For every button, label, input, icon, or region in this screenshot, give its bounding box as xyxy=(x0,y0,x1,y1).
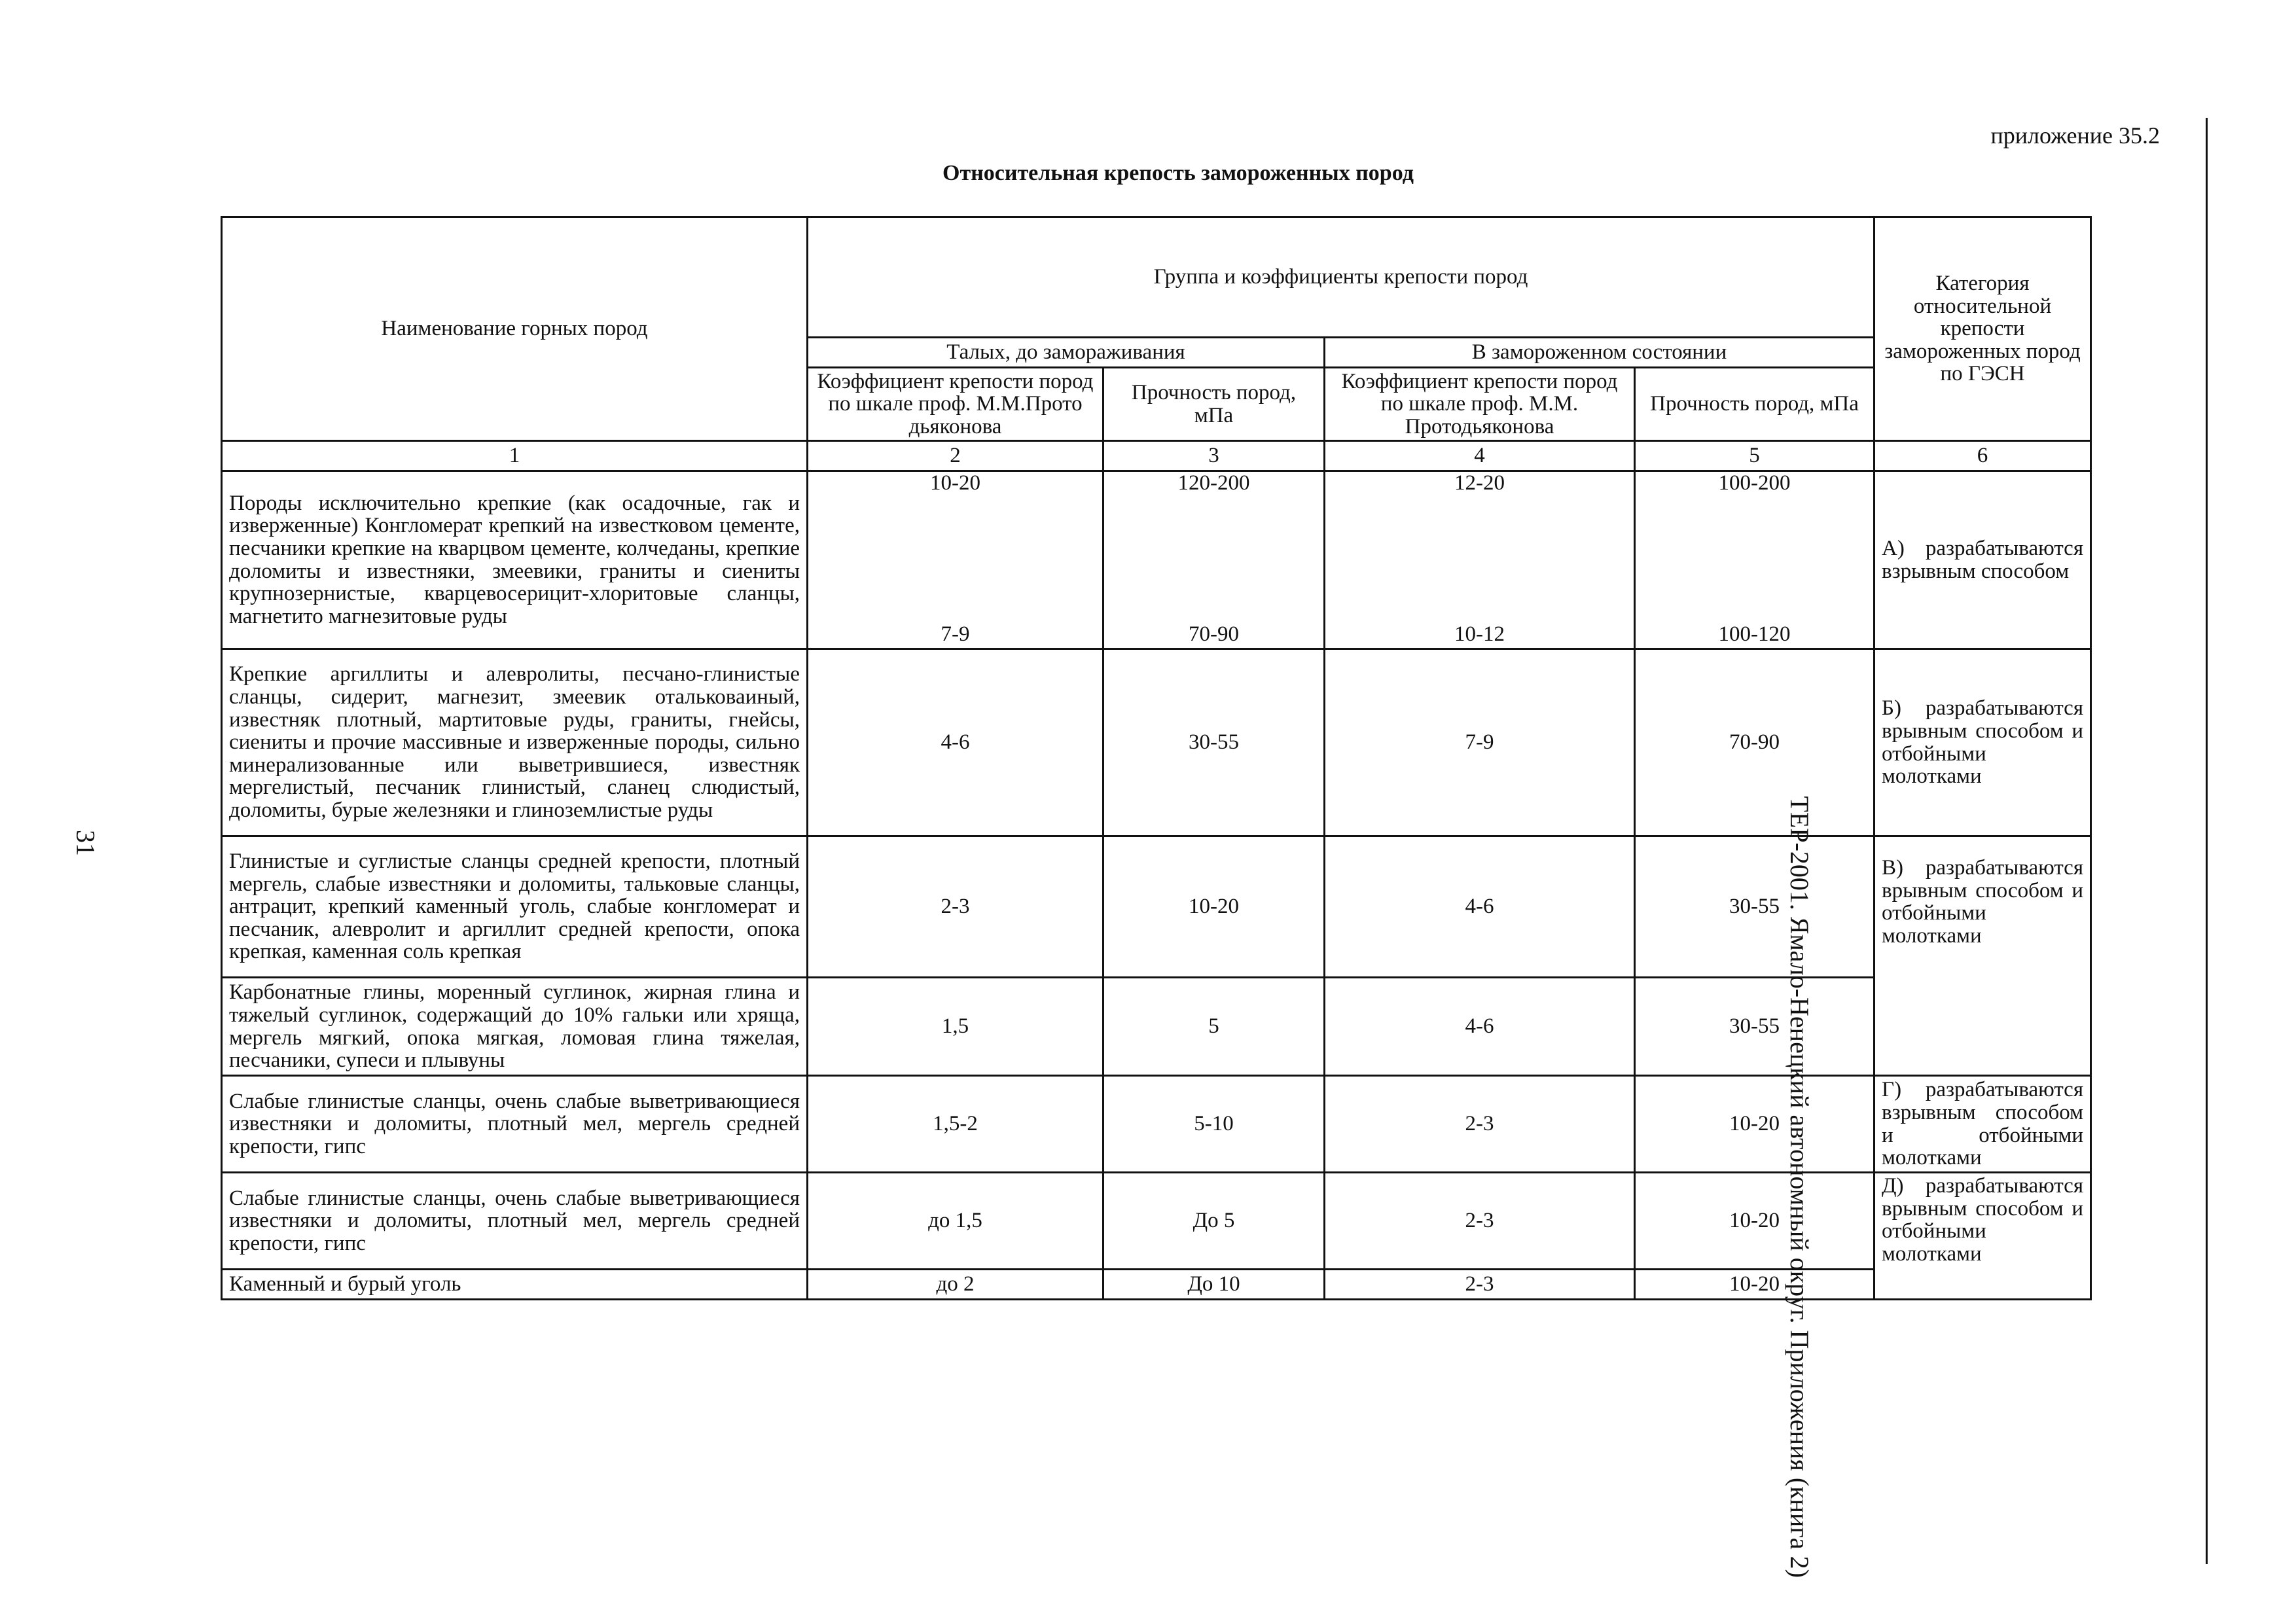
coef-frozen: 2-3 xyxy=(1325,1173,1635,1270)
strength-thawed-top: 120-200 xyxy=(1177,471,1250,495)
coef-thawed: 2-3 xyxy=(808,836,1103,978)
table-row xyxy=(222,649,2091,836)
table-row xyxy=(222,1076,2091,1173)
column-numbers-row xyxy=(222,441,2091,471)
coef-frozen-bottom: 10-12 xyxy=(1454,622,1505,647)
rock-name: Карбонатные глины, моренный суглинок, жирная глина и тяжелый суглинок, содержащий до 10% гальки или хряща, мергель мягкий, опока мягкая, ломовая глина тяжелая, песчаники, супеси и плывуны xyxy=(222,978,808,1076)
rock-name: Глинистые и суглистые сланцы средней крепости, плотный мергель, слабые известняки и доломиты, тальковые сланцы, антрацит, крепкий каменный уголь, слабые конгломерат и песчаник, алевролит и аргиллит средней крепости, опока крепкая, каменная соль крепкая xyxy=(222,836,808,978)
coef-frozen: 4-6 xyxy=(1325,978,1635,1076)
category-cell: А) разрабатываются взрывным способом xyxy=(1874,471,2091,649)
strength-frozen: 10-20 xyxy=(1635,1270,1874,1300)
strength-frozen-top: 100-200 xyxy=(1718,471,1791,495)
coef-frozen-cell xyxy=(1325,471,1635,649)
table-row xyxy=(222,978,2091,1076)
header-thawed: Талых, до замораживания xyxy=(808,338,1325,368)
coef-frozen: 2-3 xyxy=(1325,1270,1635,1300)
header-strength-thawed: Прочность пород, мПа xyxy=(1103,368,1325,441)
strength-frozen: 30-55 xyxy=(1635,978,1874,1076)
coef-thawed: 1,5 xyxy=(808,978,1103,1076)
table-row xyxy=(222,1173,2091,1270)
side-caption: ТЕР-2001. Ямало-Ненецкий автономный округ. Приложения (книга 2) xyxy=(1784,796,1814,1578)
column-number: 1 xyxy=(222,441,808,471)
coef-thawed: до 2 xyxy=(808,1270,1103,1300)
rock-name: Слабые глинистые сланцы, очень слабые выветривающиеся известняки и доломиты, плотный мел, мергель средней крепости, гипс xyxy=(222,1173,808,1270)
column-number: 4 xyxy=(1325,441,1635,471)
strength-frozen: 10-20 xyxy=(1635,1173,1874,1270)
category-cell: Г) разрабатываются взрывным способом и отбойными молотками xyxy=(1874,1076,2091,1173)
rock-name: Каменный и бурый уголь xyxy=(222,1270,808,1300)
page-number: 31 xyxy=(71,830,101,856)
strength-thawed: 5 xyxy=(1103,978,1325,1076)
strength-thawed: 5-10 xyxy=(1103,1076,1325,1173)
coef-thawed-top: 10-20 xyxy=(930,471,980,495)
coef-frozen-top: 12-20 xyxy=(1454,471,1505,495)
category-cell: Б) разрабатываются врывным способом и отбойными молотками xyxy=(1874,649,2091,836)
coef-frozen: 2-3 xyxy=(1325,1076,1635,1173)
table-row xyxy=(222,471,2091,649)
header-frozen: В замороженном состоянии xyxy=(1325,338,1874,368)
coef-frozen: 4-6 xyxy=(1325,836,1635,978)
strength-thawed: До 10 xyxy=(1103,1270,1325,1300)
table-row xyxy=(222,836,2091,978)
strength-frozen: 10-20 xyxy=(1635,1076,1874,1173)
strength-frozen: 70-90 xyxy=(1635,649,1874,836)
appendix-label: приложение 35.2 xyxy=(1990,122,2160,149)
coef-thawed: 4-6 xyxy=(808,649,1103,836)
margin-rule xyxy=(2206,118,2208,1564)
category-cell: Д) разрабатываются врывным способом и отбойными молотками xyxy=(1874,1173,2091,1300)
rock-strength-table xyxy=(221,216,2092,1300)
coef-thawed-cell xyxy=(808,471,1103,649)
strength-thawed: 10-20 xyxy=(1103,836,1325,978)
strength-frozen: 30-55 xyxy=(1635,836,1874,978)
coef-thawed-bottom: 7-9 xyxy=(941,622,970,647)
coef-thawed: 1,5-2 xyxy=(808,1076,1103,1173)
rock-name: Породы исключительно крепкие (как осадочные, гак и изверженные) Конгломерат крепкий на известковом цементе, песчаники крепкие на кварцвом цементе, колчеданы, крепкие доломиты и известняки, змеевики, граниты и сиениты крупнозернистые, кварцевосерицит-хлоритовые сланцы, магнетито магнезитовые руды xyxy=(222,471,808,649)
column-number: 5 xyxy=(1635,441,1874,471)
column-number: 3 xyxy=(1103,441,1325,471)
column-number: 6 xyxy=(1874,441,2091,471)
table-row xyxy=(222,1270,2091,1300)
header-coef-thawed: Коэффициент крепости пород по шкале проф. М.М.Прото дьяконова xyxy=(808,368,1103,441)
coef-thawed: до 1,5 xyxy=(808,1173,1103,1270)
category-cell: В) разрабатываются врывным способом и отбойными молотками xyxy=(1874,836,2091,1076)
header-strength-frozen: Прочность пород, мПа xyxy=(1635,368,1874,441)
header-name: Наименование горных пород xyxy=(222,217,808,441)
coef-frozen: 7-9 xyxy=(1325,649,1635,836)
rock-name: Слабые глинистые сланцы, очень слабые выветривающиеся известняки и доломиты, плотный мел, мергель средней крепости, гипс xyxy=(222,1076,808,1173)
document-title: Относительная крепость замороженных пород xyxy=(942,161,1414,185)
column-number: 2 xyxy=(808,441,1103,471)
rock-name: Крепкие аргиллиты и алевролиты, песчано-глинистые сланцы, сидерит, магнезит, змеевик отальковаиный, известняк плотный, мартитовые руды, граниты, гнейсы, сиениты и прочие массивные и изверженные породы, сильно минерализованные или выветрившиеся, известняк мергелистый, песчаник глинистый, сланец слюдистый, доломиты, бурые железняки и глиноземлистые руды xyxy=(222,649,808,836)
header-category: Категория относительной крепости замороженных пород по ГЭСН xyxy=(1874,217,2091,441)
strength-frozen-bottom: 100-120 xyxy=(1718,622,1791,647)
strength-thawed-bottom: 70-90 xyxy=(1189,622,1239,647)
strength-frozen-cell xyxy=(1635,471,1874,649)
strength-thawed: 30-55 xyxy=(1103,649,1325,836)
strength-thawed: До 5 xyxy=(1103,1173,1325,1270)
strength-thawed-cell xyxy=(1103,471,1325,649)
header-group: Группа и коэффициенты крепости пород xyxy=(808,217,1874,338)
header-coef-frozen: Коэффициент крепости пород по шкале проф. М.М. Протодьяконова xyxy=(1325,368,1635,441)
